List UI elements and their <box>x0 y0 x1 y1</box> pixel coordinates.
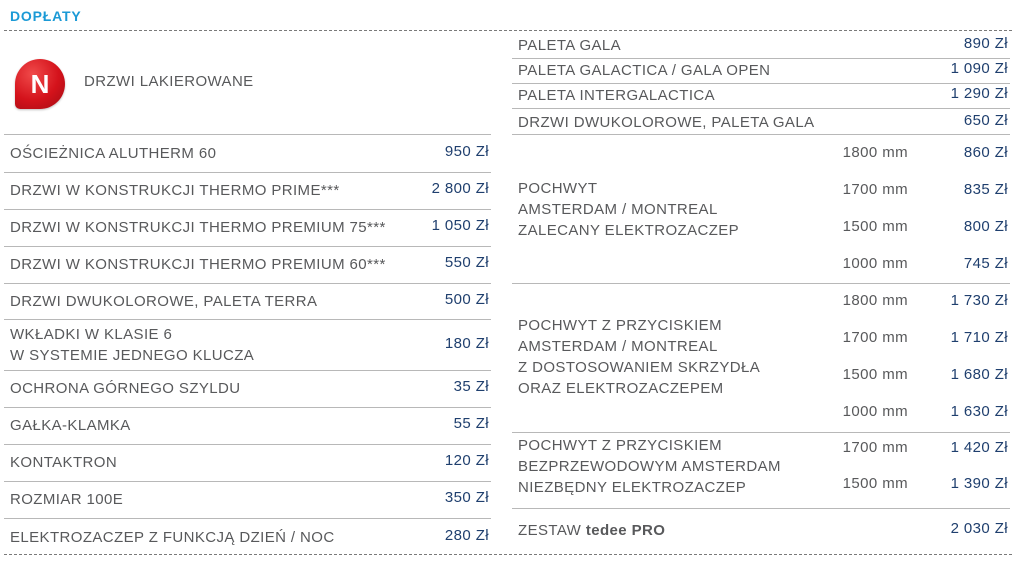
size-value: 1700 mm <box>842 439 908 456</box>
item-label: DRZWI W KONSTRUKCJI THERMO PREMIUM 75*** <box>10 219 386 236</box>
item-price: 550 Zł <box>444 254 489 271</box>
size-value: 1500 mm <box>842 366 908 383</box>
item-label: PALETA GALACTICA / GALA OPEN <box>518 62 771 79</box>
item-label-line: W SYSTEMIE JEDNEGO KLUCZA <box>10 347 255 364</box>
item-price: 280 Zł <box>444 527 489 544</box>
item-label: ELEKTROZACZEP Z FUNKCJĄ DZIEŃ / NOC <box>10 529 335 546</box>
size-value: 1000 mm <box>842 403 908 420</box>
group-label-line: ZALECANY ELEKTROZACZEP <box>518 222 740 239</box>
item-label: OCHRONA GÓRNEGO SZYLDU <box>10 380 241 397</box>
size-value: 1000 mm <box>842 255 908 272</box>
group-label-line: BEZPRZEWODOWYM AMSTERDAM <box>518 458 781 475</box>
group-label-line: AMSTERDAM / MONTREAL <box>518 338 718 355</box>
kit-label-text: ZESTAW <box>518 522 582 539</box>
price-row <box>4 209 491 247</box>
item-label: DRZWI DWUKOLOROWE, PALETA TERRA <box>10 293 318 310</box>
kit-label <box>518 520 665 541</box>
kit-price: 2 030 Zł <box>950 520 1008 537</box>
group-label-line: ORAZ ELEKTROZACZEPEM <box>518 380 724 397</box>
price-row <box>4 135 491 173</box>
item-price: 650 Zł <box>963 112 1008 129</box>
size-price: 800 Zł <box>963 218 1008 235</box>
section-heading: DOPŁATY <box>10 8 82 24</box>
size-value: 1800 mm <box>842 292 908 309</box>
size-value: 1500 mm <box>842 218 908 235</box>
kit-brand: tedee PRO <box>585 522 666 539</box>
item-price: 120 Zł <box>444 452 489 469</box>
item-label: PALETA INTERGALACTICA <box>518 87 716 104</box>
size-price: 835 Zł <box>963 181 1008 198</box>
size-value: 1500 mm <box>842 475 908 492</box>
group-label-line: NIEZBĘDNY ELEKTROZACZEP <box>518 479 747 496</box>
dashed-divider-bottom <box>4 554 1012 555</box>
size-price: 1 630 Zł <box>950 403 1008 420</box>
item-label: ROZMIAR 100E <box>10 491 124 508</box>
lacquered-doors-block <box>4 35 491 135</box>
item-label: GAŁKA-KLAMKA <box>10 417 131 434</box>
size-price: 1 420 Zł <box>950 439 1008 456</box>
handle-group <box>512 135 1010 284</box>
handle-group <box>512 433 1010 509</box>
n-badge-icon: N <box>15 59 65 109</box>
price-row <box>512 33 1010 59</box>
item-label: DRZWI W KONSTRUKCJI THERMO PREMIUM 60*** <box>10 256 386 273</box>
price-row <box>4 444 491 482</box>
item-price: 180 Zł <box>444 335 489 352</box>
item-label-line: WKŁADKI W KLASIE 6 <box>10 326 173 343</box>
group-label-line: Z DOSTOSOWANIEM SKRZYDŁA <box>518 359 761 376</box>
item-price: 1 290 Zł <box>950 85 1008 102</box>
item-label: OŚCIEŻNICA ALUTHERM 60 <box>10 145 217 162</box>
group-label-line: POCHWYT Z PRZYCISKIEM <box>518 437 722 454</box>
kit-row <box>512 509 1010 554</box>
group-label-line: AMSTERDAM / MONTREAL <box>518 201 718 218</box>
size-value: 1700 mm <box>842 329 908 346</box>
item-label: KONTAKTRON <box>10 454 118 471</box>
group-label-line: POCHWYT <box>518 180 598 197</box>
item-label: PALETA GALA <box>518 37 622 54</box>
item-price: 350 Zł <box>444 489 489 506</box>
badge-label: DRZWI LAKIEROWANE <box>84 73 254 90</box>
item-price: 890 Zł <box>963 35 1008 52</box>
item-price: 1 090 Zł <box>950 60 1008 77</box>
price-row <box>4 370 491 408</box>
price-row <box>4 407 491 445</box>
price-row <box>4 319 491 371</box>
item-price: 35 Zł <box>453 378 489 395</box>
handle-group <box>512 284 1010 433</box>
price-row <box>4 172 491 210</box>
size-price: 1 680 Zł <box>950 366 1008 383</box>
price-row <box>512 83 1010 109</box>
size-price: 860 Zł <box>963 144 1008 161</box>
item-price: 950 Zł <box>444 143 489 160</box>
size-price: 1 390 Zł <box>950 475 1008 492</box>
item-label: DRZWI DWUKOLOROWE, PALETA GALA <box>518 114 815 131</box>
item-price: 500 Zł <box>444 291 489 308</box>
price-row <box>4 481 491 519</box>
price-row <box>512 108 1010 135</box>
price-row <box>4 518 491 554</box>
item-price: 2 800 Zł <box>431 180 489 197</box>
price-row <box>4 283 491 320</box>
item-label: DRZWI W KONSTRUKCJI THERMO PRIME*** <box>10 182 340 199</box>
size-value: 1700 mm <box>842 181 908 198</box>
item-price: 1 050 Zł <box>431 217 489 234</box>
item-price: 55 Zł <box>453 415 489 432</box>
price-row <box>4 246 491 284</box>
price-row <box>512 58 1010 84</box>
size-price: 1 730 Zł <box>950 292 1008 309</box>
size-price: 745 Zł <box>963 255 1008 272</box>
size-price: 1 710 Zł <box>950 329 1008 346</box>
size-value: 1800 mm <box>842 144 908 161</box>
group-label-line: POCHWYT Z PRZYCISKIEM <box>518 317 722 334</box>
dashed-divider-top <box>4 30 1012 31</box>
